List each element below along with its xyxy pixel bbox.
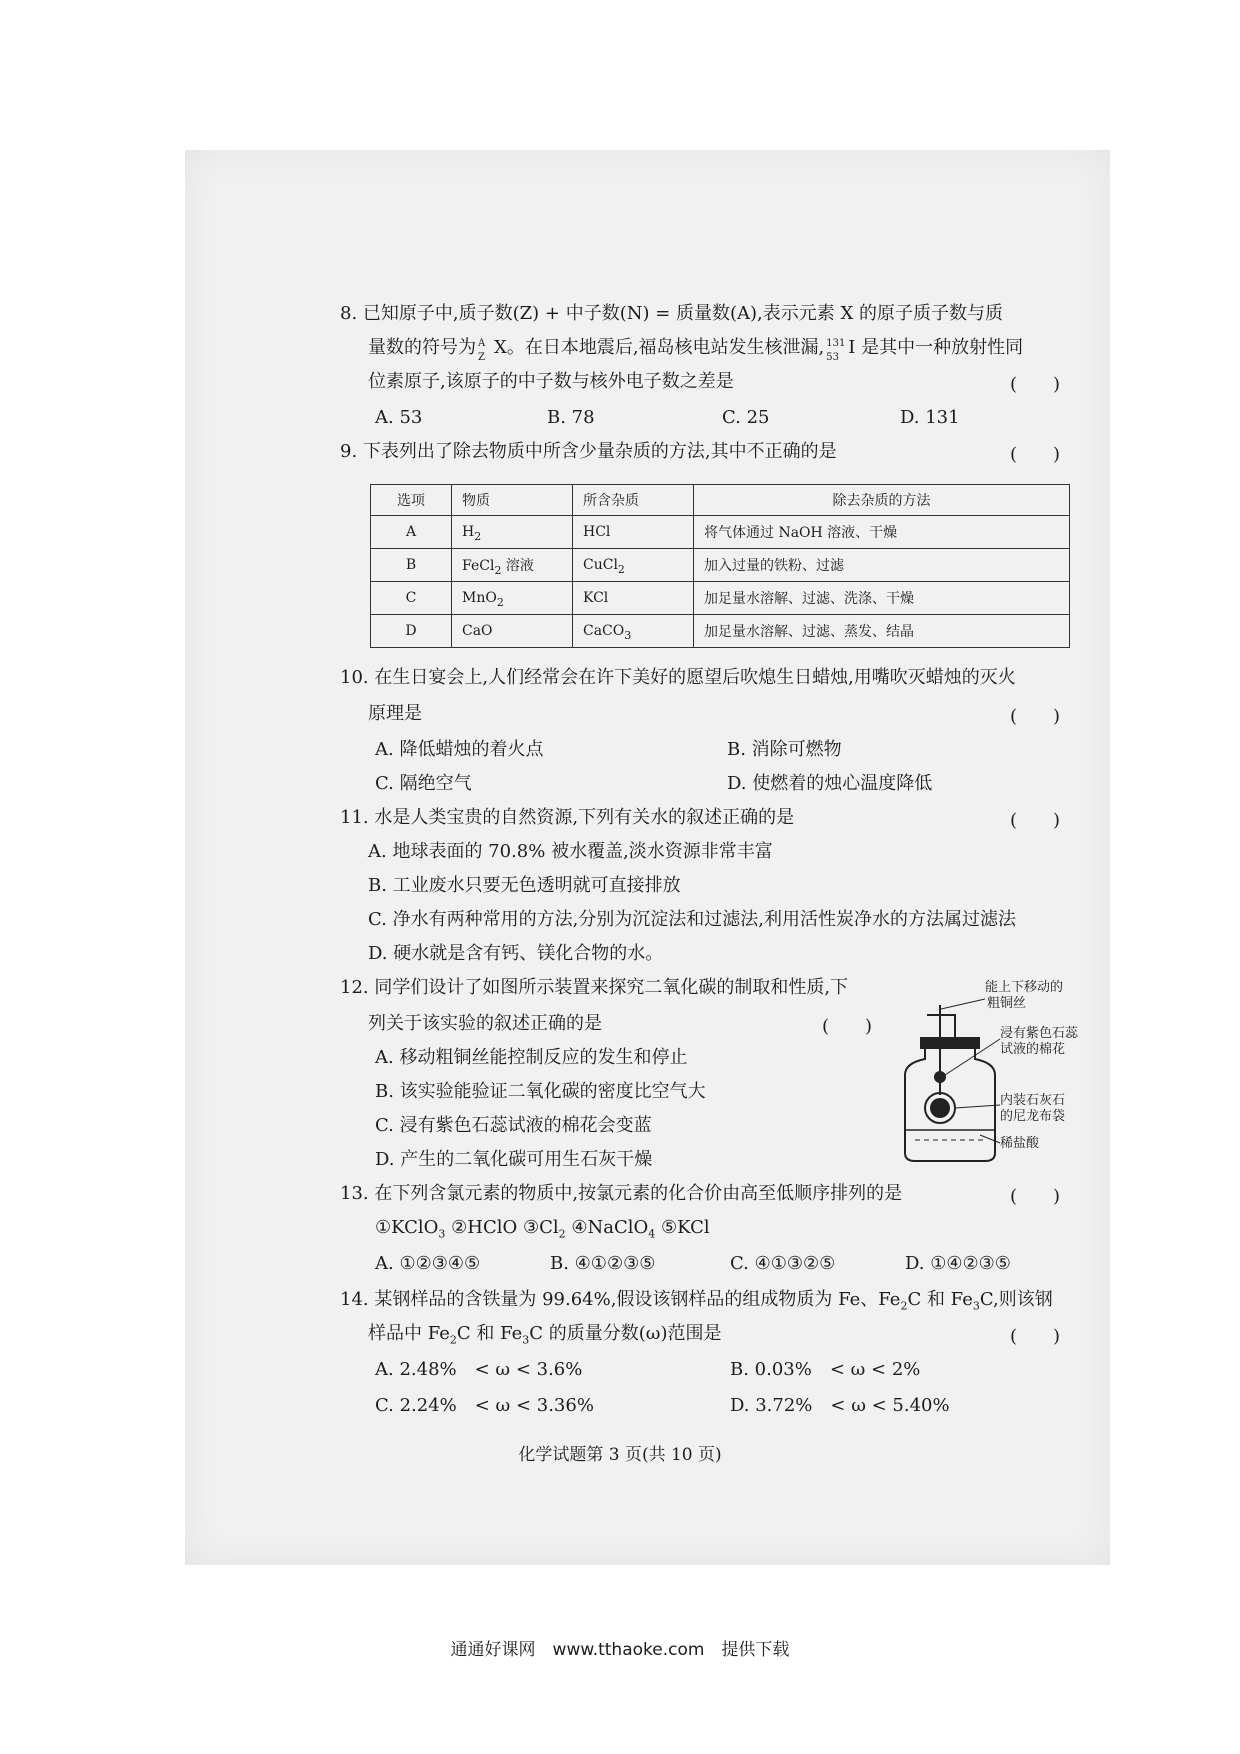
q10-line1: 10. 在生日宴会上,人们经常会在许下美好的愿望后吹熄生日蜡烛,用嘴吹灭蜡烛的灭火 [340,667,1016,688]
table-header: 除去杂质的方法 [694,485,1070,516]
q12-line1: 12. 同学们设计了如图所示装置来探究二氧化碳的制取和性质,下 [340,977,849,998]
q13-option-d: D. ①④②③⑤ [905,1253,1011,1274]
q12-option-c: C. 浸有紫色石蕊试液的棉花会变蓝 [375,1115,652,1136]
q12-line2: 列关于该实验的叙述正确的是 [368,1013,602,1034]
q12-option-d: D. 产生的二氧化碳可用生石灰干燥 [375,1149,653,1170]
q8-answer-paren: ( ) [1010,374,1061,395]
q11-option-b: B. 工业废水只要无色透明就可直接排放 [368,875,681,896]
q8-line1: 8. 已知原子中,质子数(Z) + 中子数(N) = 质量数(A),表示元素 X 的原子质子数与质 [340,303,1004,324]
limestone [930,1098,950,1118]
label-wire-1: 能上下移动的 [985,980,1064,995]
q10-option-c: C. 隔绝空气 [375,773,472,794]
q11-stem: 11. 水是人类宝贵的自然资源,下列有关水的叙述正确的是 [340,807,795,828]
q11-answer-paren: ( ) [1010,810,1061,831]
cotton-ball [934,1071,946,1083]
table-row: C MnO$_2$ KCl 加足量水溶解、过滤、洗涤、干燥 [371,582,1070,615]
q14-option-b: B. 0.03% < ω < 2% [730,1359,921,1380]
table-header: 选项 [371,485,452,516]
table-header: 所含杂质 [573,485,694,516]
q11-option-c: C. 净水有两种常用的方法,分别为沉淀法和过滤法,利用活性炭净水的方法属过滤法 [368,909,1017,930]
q11-option-a: A. 地球表面的 70.8% 被水覆盖,淡水资源非常丰富 [368,841,773,862]
q8-option-d: D. 131 [900,407,960,428]
impurity-table [370,484,1070,648]
q8-option-c: C. 25 [722,407,770,428]
scan-page-number: 化学试题第 3 页(共 10 页) [518,1445,722,1465]
label-cotton-1: 浸有紫色石蕊 [1000,1026,1079,1041]
q9-stem: 9. 下表列出了除去物质中所含少量杂质的方法,其中不正确的是 [340,441,837,462]
q10-option-d: D. 使燃着的烛心温度降低 [727,773,933,794]
q13-option-b: B. ④①②③⑤ [550,1253,656,1274]
q10-answer-paren: ( ) [1010,706,1061,727]
table-header: 物质 [452,485,573,516]
q12-option-a: A. 移动粗铜丝能控制反应的发生和停止 [375,1047,688,1068]
isotope-notation-iodine: 131 53 [826,338,846,363]
q11-option-d: D. 硬水就是含有钙、镁化合物的水。 [368,943,664,964]
wide-mouth-bottle [905,1049,995,1161]
q14-option-a: A. 2.48% < ω < 3.6% [375,1359,583,1380]
q13-items: ①KClO$_3$ ②HClO $③Cl_2$ ④NaClO$_4$ ⑤KCl [375,1217,710,1241]
q8-line2: 量数的符号为 A Z X。在日本地震后,福岛核电站发生核泄漏, 131 53 I 是其中一种放射性同 [368,337,1024,363]
table-row: A $H_2$ HCl 将气体通过 NaOH 溶液、干燥 [371,516,1070,549]
q14-option-c: C. 2.24% < ω < 3.36% [375,1395,594,1416]
q9-answer-paren: ( ) [1010,444,1061,465]
label-cotton-2: 试液的棉花 [1000,1042,1066,1057]
label-acid: 稀盐酸 [1000,1136,1040,1151]
q13-answer-paren: ( ) [1010,1186,1061,1207]
stopper [920,1037,980,1049]
q14-line1: 14. 某钢样品的含铁量为 99.64%,假设该钢样品的组成物质为 Fe、$Fe_2C$ 和 $Fe_3C$,则该钢 [340,1289,1053,1313]
co2-apparatus-diagram [875,975,1110,1175]
q13-option-c: C. ④①③②⑤ [730,1253,836,1274]
table-header-row [371,485,1070,516]
table-row: D CaO CaCO$_3$ 加足量水溶解、过滤、蒸发、结晶 [371,615,1070,648]
q14-option-d: D. 3.72% < ω < 5.40% [730,1395,950,1416]
q10-option-b: B. 消除可燃物 [727,739,842,760]
download-credit: 通通好课网 www.tthaoke.com 提供下载 [450,1640,790,1660]
q13-option-a: A. ①②③④⑤ [375,1253,481,1274]
q13-stem: 13. 在下列含氯元素的物质中,按氯元素的化合价由高至低顺序排列的是 [340,1183,903,1204]
table-row: B FeCl$_2$ 溶液 CuCl$_2$ 加入过量的铁粉、过滤 [371,549,1070,582]
q12-option-b: B. 该实验能验证二氧化碳的密度比空气大 [375,1081,706,1102]
label-bag-2: 的尼龙布袋 [1000,1109,1066,1124]
isotope-notation-generic: A Z [478,338,486,363]
label-bag-1: 内装石灰石 [1000,1093,1066,1108]
q8-option-a: A. 53 [375,407,423,428]
q14-line2: 样品中 $Fe_2C$ 和 $Fe_3C$ 的质量分数(ω)范围是 [368,1323,722,1347]
q8-line3: 位素原子,该原子的中子数与核外电子数之差是 [368,371,734,392]
q10-option-a: A. 降低蜡烛的着火点 [375,739,544,760]
q8-option-b: B. 78 [547,407,595,428]
q10-line2: 原理是 [368,703,422,724]
q14-answer-paren: ( ) [1010,1326,1061,1347]
q12-answer-paren: ( ) [822,1016,873,1037]
label-wire-2: 粗铜丝 [987,996,1027,1011]
